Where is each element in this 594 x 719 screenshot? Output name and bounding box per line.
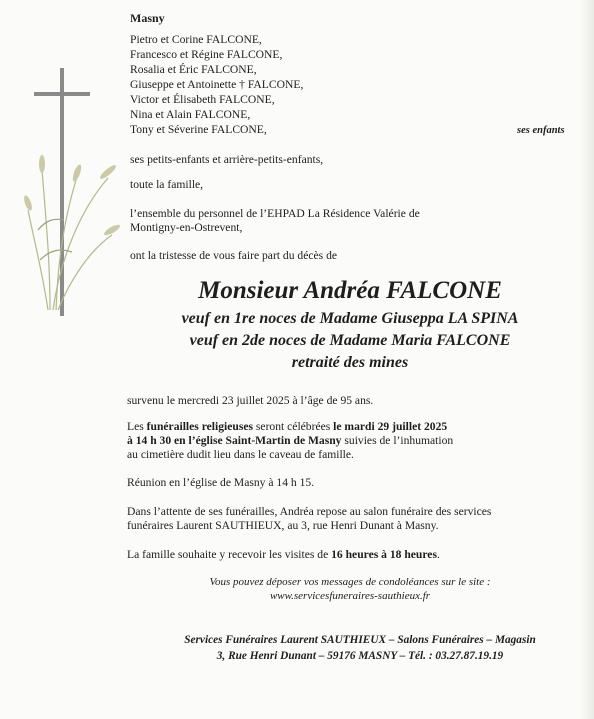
deceased-name: Monsieur Andréa FALCONE — [198, 277, 502, 304]
town-heading: Masny — [130, 11, 165, 25]
visits-hours: 16 heures à 18 heures — [331, 548, 437, 561]
funeral-text: Les — [127, 420, 147, 433]
family-member: Nina et Alain FALCONE, — [130, 108, 251, 121]
rest-line: funéraires Laurent SAUTHIEUX, au 3, rue Henri Dunant à Masny. — [127, 519, 439, 532]
profession-line: retraité des mines — [291, 354, 409, 371]
family-member: Giuseppe et Antoinette † FALCONE, — [130, 78, 304, 91]
family-member: Victor et Élisabeth FALCONE, — [130, 93, 275, 106]
visits-line — [127, 548, 440, 562]
rest-line: Dans l’attente de ses funérailles, Andréa repose au salon funéraire des services — [127, 505, 492, 518]
staff-line: l’ensemble du personnel de l’EHPAD La Résidence Valérie de — [130, 207, 420, 220]
footer-line: 3, Rue Henri Dunant – 59176 MASNY – Tél. : 03.27.87.19.19 — [216, 650, 504, 662]
children-label: ses enfants — [517, 125, 565, 136]
announcement-line: ont la tristesse de vous faire part du décès de — [130, 249, 338, 262]
meeting-line: Réunion en l’église de Masny à 14 h 15. — [127, 476, 315, 489]
funeral-place: à 14 h 30 en l’église Saint-Martin de Masny — [127, 434, 342, 447]
family-member: Pietro et Corine FALCONE, — [130, 33, 262, 46]
family-member: Francesco et Régine FALCONE, — [130, 48, 283, 61]
staff-line: Montigny-en-Ostrevent, — [130, 221, 243, 234]
funeral-line-3: au cimetière dudit lieu dans le caveau de famille. — [127, 448, 354, 461]
widower-line: veuf en 2de noces de Madame Maria FALCONE — [189, 332, 511, 349]
condolences-website: www.servicesfuneraires-sauthieux.fr — [269, 590, 431, 602]
funeral-type: funérailles religieuses — [146, 420, 254, 433]
paper-edge-shadow — [580, 0, 594, 719]
visits-text: La famille souhaite y recevoir les visites de — [127, 548, 332, 561]
widower-line: veuf en 1re noces de Madame Giuseppa LA SPINA — [181, 310, 519, 327]
visits-text: . — [436, 548, 440, 561]
condolences-line: Vous pouvez déposer vos messages de condoléances sur le site : — [209, 576, 491, 588]
funeral-text: seront célébrées — [253, 420, 334, 433]
grandchildren-line: ses petits-enfants et arrière-petits-enfants, — [130, 153, 324, 166]
family-member: Rosalia et Éric FALCONE, — [130, 63, 257, 76]
funeral-date: le mardi 29 juillet 2025 — [333, 420, 448, 433]
funeral-text: suivies de l’inhumation — [341, 434, 454, 447]
footer-line: Services Funéraires Laurent SAUTHIEUX – Salons Funéraires – Magasin — [184, 634, 536, 646]
funeral-line-2 — [127, 434, 453, 448]
family-line: toute la famille, — [130, 178, 204, 191]
death-info: survenu le mercredi 23 juillet 2025 à l’âge de 95 ans. — [127, 394, 374, 407]
family-member: Tony et Séverine FALCONE, — [130, 123, 267, 136]
funeral-line-1 — [127, 420, 447, 434]
